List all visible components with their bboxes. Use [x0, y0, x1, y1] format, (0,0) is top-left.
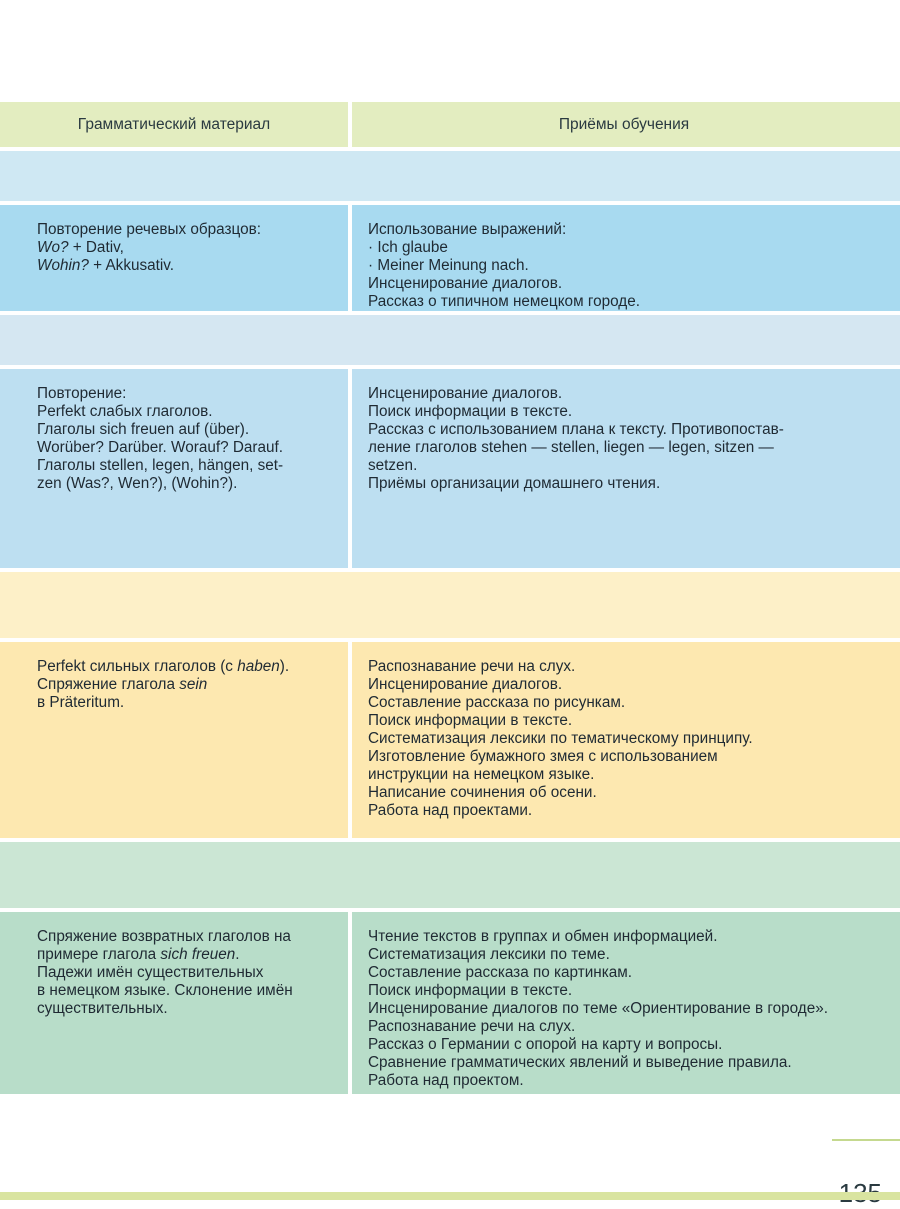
column-divider: [348, 205, 352, 311]
text-line: Worüber? Darüber. Worauf? Darauf.: [37, 439, 284, 456]
text-line: Распознавание речи на слух.: [368, 658, 576, 675]
section-band-3: [0, 572, 900, 638]
row-2-methods: [352, 369, 900, 568]
row-2-grammar: [0, 369, 348, 568]
text-line: Сравнение грамматических явлений и выведение правила.: [368, 1054, 792, 1071]
row-3-grammar: [0, 642, 348, 838]
text-line: Инсценирование диалогов.: [368, 275, 563, 292]
text-line: zen (Was?, Wen?), (Wohin?).: [37, 475, 238, 492]
page-number-rule: [832, 1139, 900, 1141]
text-line: Систематизация лексики по теме.: [368, 946, 610, 963]
text-line: Распознавание речи на слух.: [368, 1018, 576, 1035]
row-4-grammar: [0, 912, 348, 1094]
row-1-methods: [352, 205, 900, 311]
header-grammar-material: Грамматический материал: [77, 115, 271, 133]
section-band-4: [0, 842, 900, 908]
text-line: Написание сочинения об осени.: [368, 784, 597, 801]
text-line: Приёмы организации домашнего чтения.: [368, 475, 661, 492]
text-line: Инсценирование диалогов.: [368, 385, 563, 402]
text-line: Perfekt сильных глаголов (с haben).: [37, 658, 290, 675]
row-1-grammar: [0, 205, 348, 311]
column-divider: [348, 912, 352, 1094]
text-line: Систематизация лексики по тематическому принципу.: [368, 730, 753, 747]
text-line: Инсценирование диалогов.: [368, 676, 563, 693]
text-line: Спряжение возвратных глаголов на: [37, 928, 291, 945]
text-line: Глаголы sich freuen auf (über).: [37, 421, 250, 438]
text-line: Спряжение глагола sein: [37, 676, 208, 693]
row-4-methods: [352, 912, 900, 1094]
text-line: Повторение:: [37, 385, 127, 402]
text-line: Рассказ о типичном немецком городе.: [368, 293, 640, 310]
text-line: ление глаголов stehen — stellen, liegen — legen, sitzen —: [368, 439, 774, 456]
text-line: Использование выражений:: [368, 221, 567, 238]
text-line: в немецком языке. Склонение имён: [37, 982, 293, 999]
text-line: примере глагола sich freuen.: [37, 946, 240, 963]
section-band-1: [0, 151, 900, 201]
text-line: setzen.: [368, 457, 418, 474]
text-line: Глаголы stellen, legen, hängen, set-: [37, 457, 284, 474]
text-line: Поиск информации в тексте.: [368, 982, 573, 999]
text-line: Составление рассказа по картинкам.: [368, 964, 632, 981]
text-line: Поиск информации в тексте.: [368, 403, 573, 420]
text-line: Wo? + Dativ,: [37, 239, 124, 256]
header-teaching-methods: Приёмы обучения: [558, 115, 690, 133]
text-line: Perfekt слабых глаголов.: [37, 403, 213, 420]
column-divider: [348, 369, 352, 568]
text-line: Wohin? + Akkusativ.: [37, 257, 175, 274]
text-line: Работа над проектами.: [368, 802, 533, 819]
text-line: · Meiner Meinung nach.: [368, 257, 529, 274]
table-row-4: [0, 912, 900, 1094]
text-line: Работа над проектом.: [368, 1072, 524, 1089]
text-line: Чтение текстов в группах и обмен информацией.: [368, 928, 718, 945]
text-line: Составление рассказа по рисункам.: [368, 694, 626, 711]
row-3-methods: [352, 642, 900, 838]
text-line: Инсценирование диалогов по теме «Ориентирование в городе».: [368, 1000, 828, 1017]
table-header: [0, 102, 900, 147]
table-row-2: [0, 369, 900, 568]
section-band-2: [0, 315, 900, 365]
text-line: существительных.: [37, 1000, 168, 1017]
text-line: Повторение речевых образцов:: [37, 221, 262, 238]
text-line: в Präteritum.: [37, 694, 125, 711]
column-divider: [348, 642, 352, 838]
footer-strip: [0, 1192, 900, 1200]
text-line: Изготовление бумажного змея с использованием: [368, 748, 718, 765]
text-line: Рассказ с использованием плана к тексту. Противопостав-: [368, 421, 784, 438]
text-line: Поиск информации в тексте.: [368, 712, 573, 729]
table-row-1: [0, 205, 900, 311]
text-line: · Ich glaube: [368, 239, 448, 256]
text-line: Падежи имён существительных: [37, 964, 264, 981]
table-row-3: [0, 642, 900, 838]
text-line: инструкции на немецком языке.: [368, 766, 595, 783]
header-divider: [348, 102, 352, 147]
text-line: Рассказ о Германии с опорой на карту и вопросы.: [368, 1036, 723, 1053]
